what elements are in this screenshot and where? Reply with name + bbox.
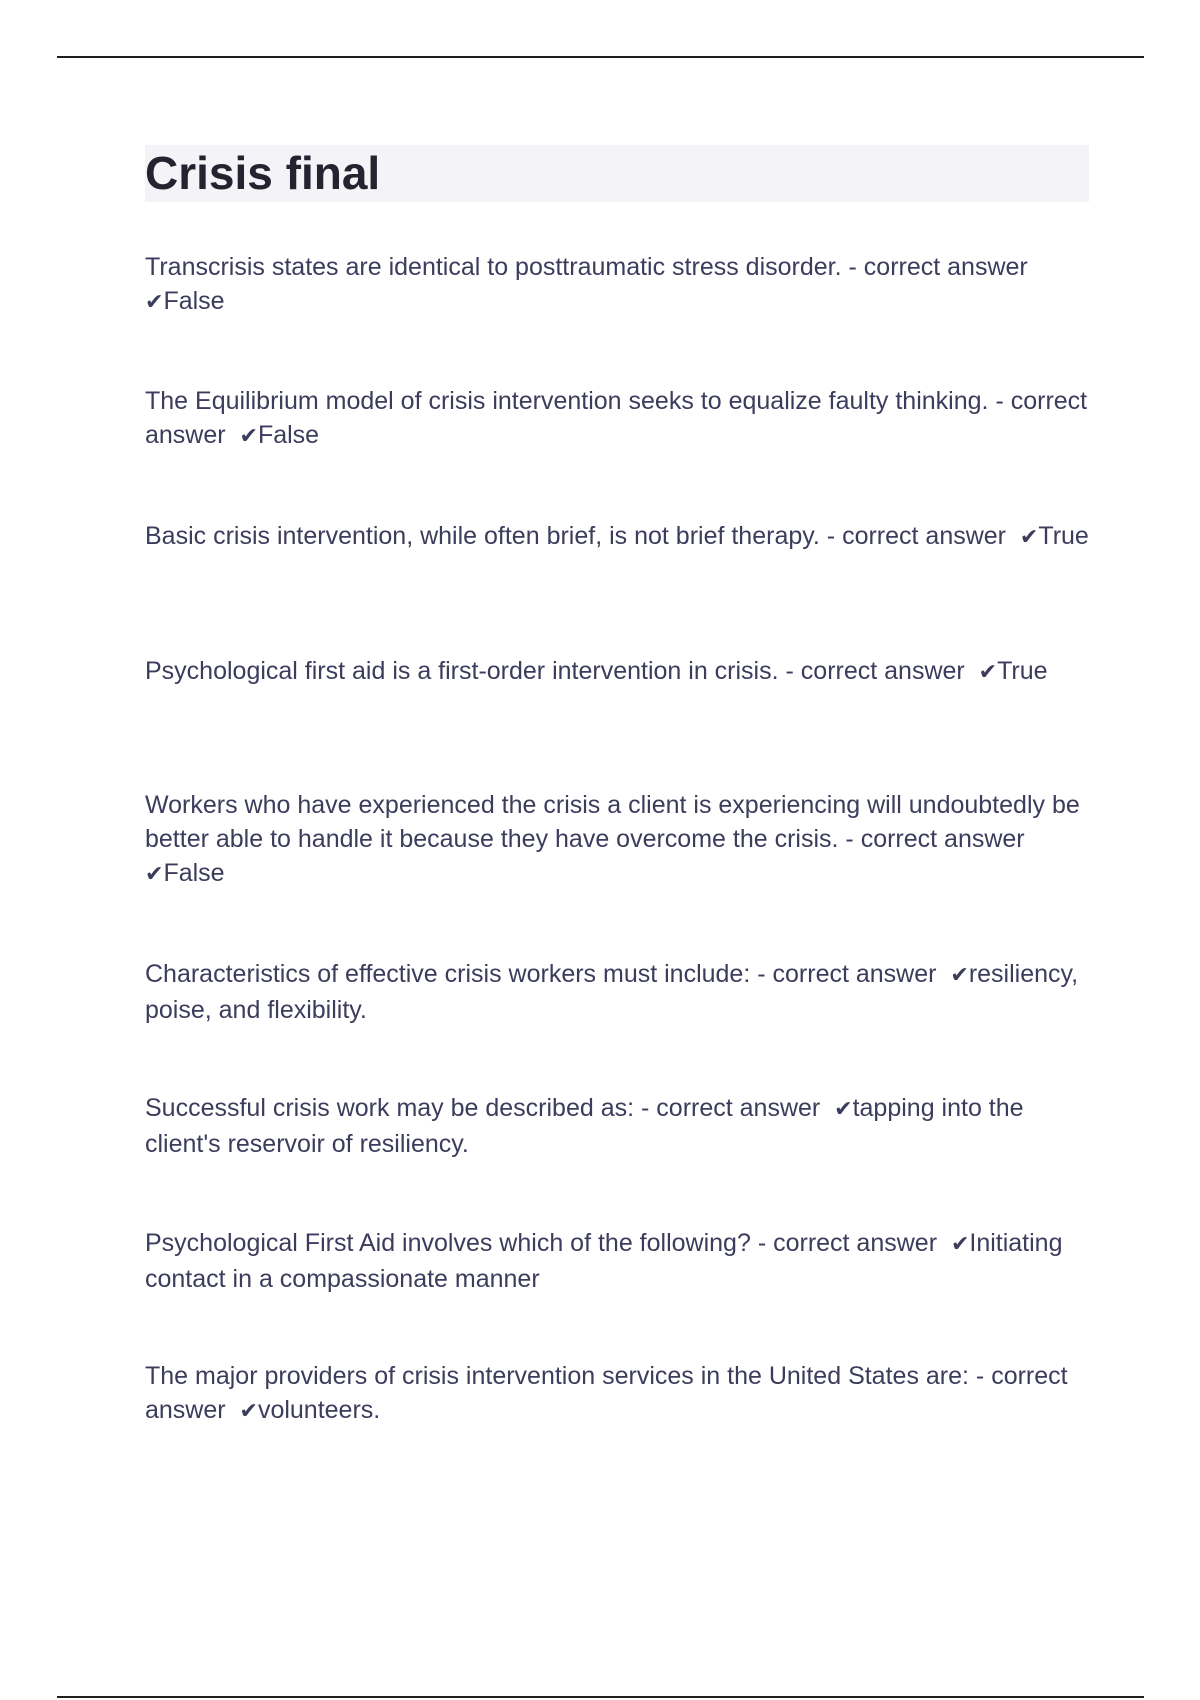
check-mark-icon: ✔	[239, 1399, 258, 1424]
question-text: Basic crisis intervention, while often brief, is not brief therapy.	[145, 522, 820, 550]
qa-item	[145, 957, 1090, 1027]
check-mark-icon: ✔	[978, 660, 998, 685]
question-text: Characteristics of effective crisis workers must include:	[145, 960, 751, 988]
qa-item	[145, 1359, 1090, 1429]
answer-group	[240, 1396, 381, 1424]
qa-item	[145, 654, 1090, 690]
question-text: Successful crisis work may be described as:	[145, 1094, 635, 1122]
check-mark-icon: ✔	[145, 290, 164, 315]
answer-group	[979, 657, 1048, 685]
question-text: Transcrisis states are identical to posttraumatic stress disorder.	[145, 253, 842, 281]
answer-prefix: - correct answer	[145, 1362, 1068, 1424]
answer-text: resiliency, poise, and flexibility.	[145, 960, 1079, 1024]
question-text: The Equilibrium model of crisis intervention seeks to equalize faulty thinking.	[145, 387, 989, 415]
answer-text: Initiating contact in a compassionate manner	[145, 1229, 1063, 1293]
answer-prefix: - correct answer	[641, 1094, 821, 1122]
top-rule	[57, 56, 1144, 58]
check-mark-icon: ✔	[239, 424, 258, 449]
qa-item	[145, 1226, 1090, 1296]
question-text: Workers who have experienced the crisis a client is experiencing will undoubtedly be better able to handle it because they have overcome the crisis.	[145, 791, 1080, 853]
answer-prefix: - correct answer	[785, 657, 965, 685]
answer-group	[145, 287, 225, 315]
qa-item	[145, 1091, 1090, 1161]
answer-text: tapping into the client's reservoir of resiliency.	[145, 1094, 1024, 1158]
answer-prefix: - correct answer	[145, 387, 1088, 449]
check-mark-icon: ✔	[950, 1232, 970, 1257]
check-mark-icon: ✔	[1019, 525, 1039, 550]
answer-text: False	[163, 859, 225, 887]
answer-group	[1020, 522, 1089, 550]
qa-item	[145, 788, 1090, 892]
answer-prefix: - correct answer	[757, 1229, 938, 1257]
check-mark-icon: ✔	[950, 963, 969, 988]
answer-prefix: - correct answer	[848, 253, 1028, 281]
answer-prefix: - correct answer	[826, 522, 1007, 550]
bottom-rule	[57, 1696, 1144, 1698]
answer-prefix: - correct answer	[757, 960, 937, 988]
answer-text: False	[163, 287, 225, 315]
qa-item	[145, 250, 1090, 320]
check-mark-icon: ✔	[145, 862, 164, 887]
question-text: The major providers of crisis intervention services in the United States are:	[145, 1362, 969, 1390]
answer-text: False	[257, 421, 320, 449]
answer-group	[240, 421, 320, 449]
page-title: Crisis final	[145, 147, 381, 199]
answer-prefix: - correct answer	[845, 825, 1025, 853]
answer-text: True	[1038, 522, 1089, 550]
qa-item	[145, 519, 1090, 555]
answer-group	[145, 859, 225, 887]
question-text: Psychological first aid is a first-order intervention in crisis.	[145, 657, 779, 685]
question-text: Psychological First Aid involves which of the following?	[145, 1229, 751, 1257]
answer-text: volunteers.	[257, 1396, 381, 1424]
answer-text: True	[997, 657, 1048, 685]
qa-item	[145, 384, 1090, 454]
check-mark-icon: ✔	[834, 1097, 853, 1122]
